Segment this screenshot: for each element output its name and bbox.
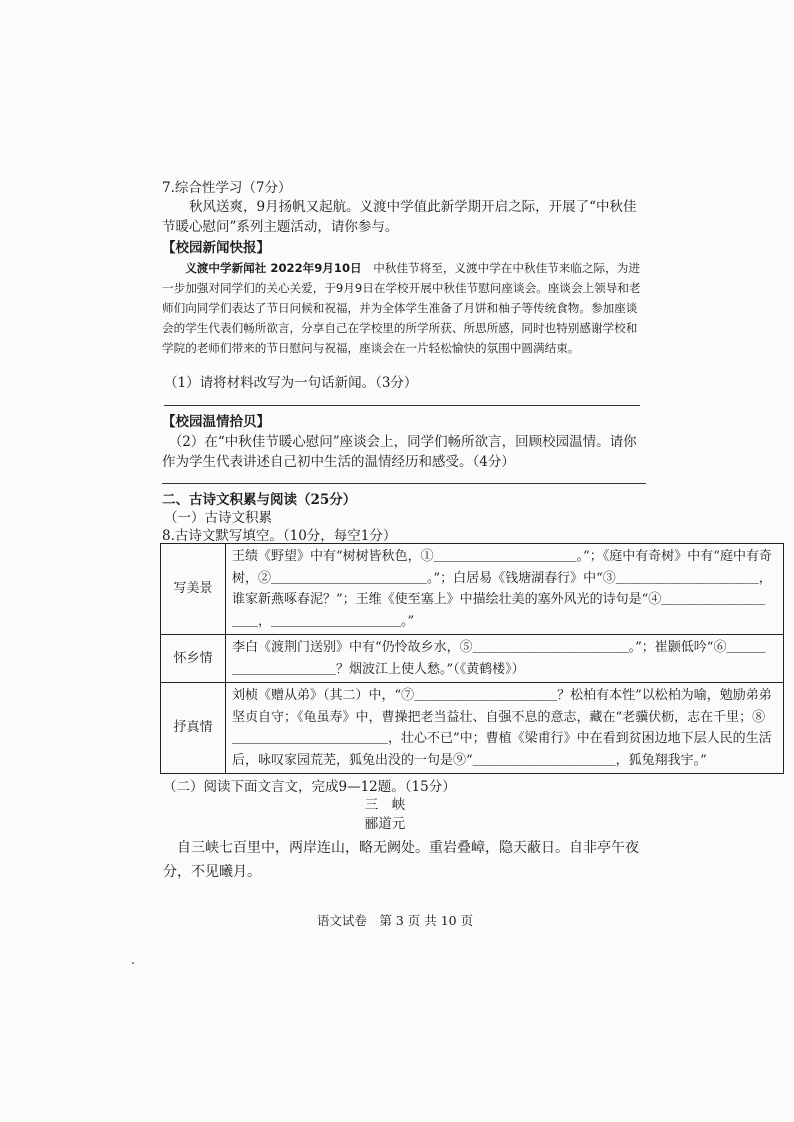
fill-cell[interactable]: 刘桢《赠从弟》（其二）中，“⑦＿＿＿＿＿＿＿＿＿＿＿？松柏有本性”以松柏为喻，勉励弟弟坚贞自守；《龟虽寿》中，曹操把老当益壮、自强不息的意志，藏在“老骥伏枥，志在千里；⑧＿＿＿＿＿＿＿＿＿＿＿＿，壮心不已”中；曹植《梁甫行》中在看到贫困边地下层人民的生活后，咏叹家园荒芜，狐兔出没的一句是⑨“＿＿＿＿＿＿＿＿＿＿＿，狐兔翔我宇。” bbox=[226, 683, 784, 774]
q7-intro: 秋风送爽，9月扬帆又起航。义渡中学值此新学期开启之际，开展了“中秋佳节暖心慰问”系列主题活动，请你参与。 bbox=[162, 199, 637, 235]
fill-cell[interactable]: 李白《渡荆门送别》中有“仍怜故乡水，⑤＿＿＿＿＿＿＿＿＿＿＿＿。”；崔颢低吟“⑥＿＿＿＿＿＿＿＿＿＿＿？烟波江上使人愁。”（《黄鹤楼》） bbox=[226, 635, 784, 683]
table-row bbox=[161, 544, 784, 635]
warm-heading: 【校园温情拾贝】 bbox=[162, 414, 270, 430]
news-body: 中秋佳节将至，义渡中学在中秋佳节来临之际，为进一步加强对同学们的关心关爱，于9月9日在学校开展中秋佳节慰问座谈会。座谈会上领导和老师们向同学们表达了节日问候和祝福，并为全体学生准备了月饼和柚子等传统食物。参加座谈会的学生代表们畅所欲言，分享自己在学校里的所学所获、所思所感，同时也特别感谢学校和学院的老师们带来的节日慰问与祝福，座谈会在一片轻松愉快的氛围中圆满结束。 bbox=[162, 261, 641, 355]
part2-title: （二）阅读下面文言文，完成9—12题。（15分） bbox=[163, 779, 456, 795]
q7-title: 7.综合性学习（7分） bbox=[162, 180, 292, 196]
scan-speck bbox=[132, 962, 134, 964]
passage-author: 郦道元 bbox=[364, 816, 406, 832]
table-row bbox=[161, 683, 784, 774]
fill-cell[interactable]: 王绩《野望》中有“树树皆秋色，①＿＿＿＿＿＿＿＿＿＿＿。”；《庭中有奇树》中有“庭中有奇树，②＿＿＿＿＿＿＿＿＿＿＿＿。”；白居易《钱塘湖春行》中“③＿＿＿＿＿＿＿＿＿＿＿，谁家新燕啄春泥？”；王维《使至塞上》中描绘壮美的塞外风光的诗句是“④＿＿＿＿＿＿＿＿＿＿，＿＿＿＿＿＿＿＿＿＿。” bbox=[226, 544, 784, 635]
page-footer: 语文试卷 第 3 页 共 10 页 bbox=[316, 913, 474, 928]
category-cell: 抒真情 bbox=[161, 683, 226, 774]
poetry-table bbox=[160, 543, 784, 774]
news-paragraph bbox=[162, 258, 648, 358]
section2-title: 二、古诗文积累与阅读（25分） bbox=[162, 492, 357, 508]
passage-text: 自三峡七百里中，两岸连山，略无阙处。重岩叠嶂，隐天蔽日。自非亭午夜分，不见曦月。 bbox=[163, 840, 639, 880]
answer-line-1[interactable] bbox=[164, 405, 640, 406]
category-cell: 怀乡情 bbox=[161, 635, 226, 683]
table-row bbox=[161, 635, 784, 683]
news-heading: 【校园新闻快报】 bbox=[162, 240, 270, 256]
part1-title: （一）古诗文积累 bbox=[164, 510, 272, 526]
q7-sub2: （2）在“中秋佳节暖心慰问”座谈会上，同学们畅所欲言，回顾校园温情。请你作为学生代表讲述自己初中生活的温情经历和感受。（4分） bbox=[162, 434, 637, 470]
news-dateline: 义渡中学新闻社 2022年9月10日 bbox=[185, 261, 362, 275]
answer-line-2[interactable] bbox=[162, 483, 646, 484]
q8-title: 8.古诗文默写填空。（10分，每空1分） bbox=[162, 528, 397, 544]
passage-title: 三 峡 bbox=[364, 797, 406, 813]
category-cell: 写美景 bbox=[161, 544, 226, 635]
q7-sub1: （1）请将材料改写为一句话新闻。（3分） bbox=[164, 375, 418, 391]
